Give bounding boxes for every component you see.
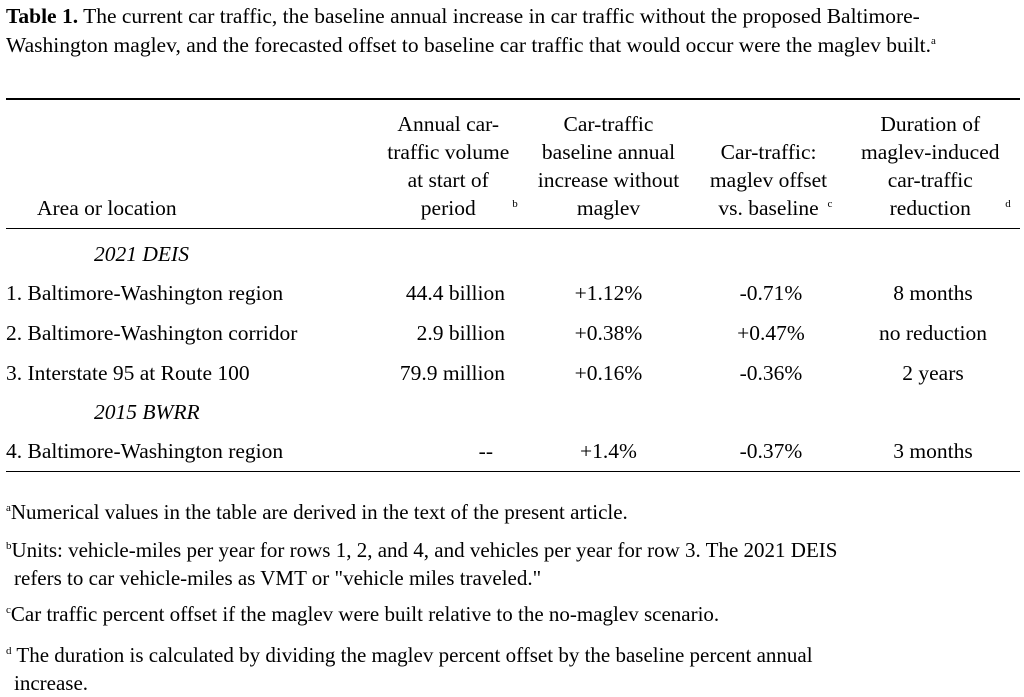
row-duration: 2 years [902, 360, 964, 385]
row-baseline: +0.16% [574, 360, 643, 385]
section-row [6, 229, 1020, 274]
row-baseline: +1.4% [580, 438, 637, 463]
footnote-d [6, 641, 813, 697]
section-row [6, 393, 1020, 431]
header-baseline: Car-traffic baseline annual increase without maglev [537, 112, 680, 220]
footnote-text-continued: refers to car vehicle-miles as VMT or "vehicle miles traveled." [14, 566, 542, 590]
caption-text: The current car traffic, the baseline annual increase in car traffic without the proposed Baltimore-Washington maglev, and the forecasted offset to baseline car traffic that would occur were the maglev built. [6, 4, 932, 57]
table-row [6, 431, 1020, 472]
footnote-a [6, 498, 628, 526]
footnote-mark: a [6, 502, 11, 514]
footnote-text: The duration is calculated by dividing the maglev percent offset by the baseline percent annual [16, 643, 813, 667]
row-label: 4. Baltimore-Washington region [6, 438, 284, 463]
section-title: 2021 DEIS [94, 241, 189, 266]
row-volume: -- [478, 438, 493, 463]
table-row [6, 273, 1020, 313]
row-volume: 79.9 million [399, 360, 505, 385]
footnote-text: Units: vehicle-miles per year for rows 1, 2, and 4, and vehicles per year for row 3. The 2021 DEIS [11, 538, 838, 562]
header-duration: Duration of maglev-induced car-traffic reduction $^d$ [860, 112, 1011, 220]
caption-label: Table 1. [6, 4, 79, 28]
row-volume: 2.9 billion [416, 320, 505, 345]
section-title: 2015 BWRR [94, 399, 200, 424]
footnote-text: Car traffic percent offset if the maglev were built relative to the no-maglev scenario. [10, 602, 720, 626]
row-volume: 44.4 billion [405, 280, 505, 305]
footnote-b [6, 536, 837, 592]
row-offset: -0.36% [739, 360, 803, 385]
header-offset: Car-traffic: maglev offset vs. baseline $^c$ [709, 140, 833, 220]
row-baseline: +0.38% [574, 320, 643, 345]
footnote-mark: c [6, 604, 11, 616]
row-label: 2. Baltimore-Washington corridor [6, 320, 298, 345]
table-header-row [6, 99, 1020, 229]
header-area: Area or location [37, 196, 177, 220]
table-row [6, 313, 1020, 353]
row-label: 1. Baltimore-Washington region [6, 280, 284, 305]
row-offset: -0.71% [739, 280, 803, 305]
row-offset: +0.47% [737, 320, 805, 345]
table-caption [6, 2, 1020, 60]
footnote-mark: d [6, 645, 12, 657]
caption-footnote-mark: a [931, 34, 936, 47]
row-duration: 8 months [893, 280, 973, 305]
row-offset: -0.37% [739, 438, 803, 463]
row-duration: 3 months [893, 438, 973, 463]
header-volume: Annual car-traffic volume at start of period $^b$ [387, 112, 518, 220]
footnote-mark: b [6, 540, 12, 552]
table-row [6, 353, 1020, 393]
row-baseline: +1.12% [574, 280, 643, 305]
footnote-c [6, 600, 719, 628]
traffic-table [6, 98, 1020, 472]
footnote-text: Numerical values in the table are derived in the text of the present article. [10, 500, 628, 524]
row-duration: no reduction [878, 320, 988, 345]
table-document [6, 0, 1020, 695]
footnote-text-continued: increase. [14, 671, 89, 695]
row-label: 3. Interstate 95 at Route 100 [6, 360, 250, 385]
